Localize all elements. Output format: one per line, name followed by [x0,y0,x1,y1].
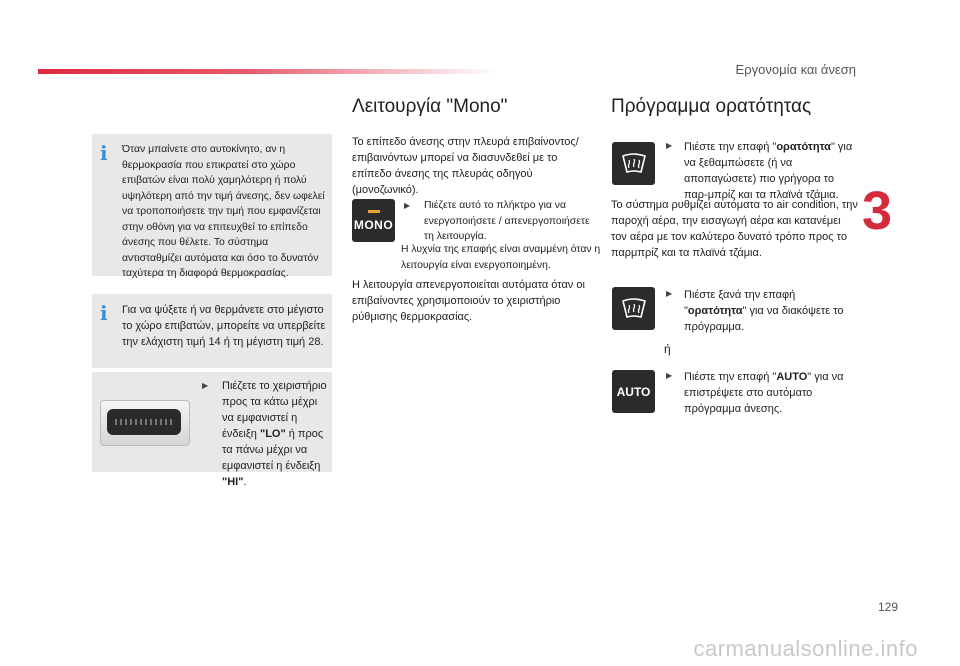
mono-intro: Το επίπεδο άνεσης στην πλευρά επιβαίνοντος/επιβαινόντων μπορεί να διασυνδεθεί με το επίπεδο άνεσης της πλευράς οδηγού (μονοζωνικό). [352,136,579,196]
mono-button [352,199,395,242]
mono-button-label: MONO [353,217,394,232]
section-title: Εργονομία και άνεση [735,62,856,77]
header-accent-bar [38,69,498,74]
auto-press-instruction: Πιέστε την επαφή "AUTO" για να επιστρέψετε στο αυτόματο πρόγραμμα άνεσης. [684,371,844,415]
mono-indicator-lamp [368,210,380,213]
temperature-dial-image [100,400,190,446]
chapter-number: 3 [862,181,893,241]
dial-wheel [107,409,181,435]
info-box-text: Όταν μπαίνετε στο αυτοκίνητο, αν η θερμοκρασία που επικρατεί στο χώρο επιβατών είναι πολύ χαμηλότερη ή πολύ υψηλότερη από την τιμή άνεσης, δεν ωφελεί να τροποποιήσετε την τιμή που εμφανίζεται στην οθόνη για να επιτευχθεί το επίπεδο άνεσης που θέλετε. Το σύστημα αντισταθμίζει αυτόματα και όσο το δυνατόν ταχύτερα τη διαφορά θερμοκρασίας. [122,144,325,279]
mono-press-instruction: Πιέζετε αυτό το πλήκτρο για να ενεργοποιήσετε / απενεργοποιήσετε τη λειτουργία. [424,200,590,242]
visibility-press-instruction: Πιέστε την επαφή "ορατότητα" για να ξεθαμπώσετε (ή να αποπαγώσετε) πιο γρήγορα το παρ-μπρίζ και τα πλαϊνά τζάμια. [684,141,853,201]
bullet-arrow-icon: ▶ [202,381,209,390]
visibility-system-note: Το σύστημα ρυθμίζει αυτόματα το air condition, την παροχή αέρα, την εισαγωγή αέρα και κατανέμει τον αέρα με τον καλύτερο δυνατό τρόπο προς το παρμπρίζ και τα πλαϊνά τζάμια. [611,199,858,259]
windscreen-defrost-icon [621,153,647,175]
or-separator: ή [664,342,671,356]
info-icon: i [100,301,108,325]
info-icon: i [100,141,108,165]
windscreen-defrost-icon [621,298,647,320]
defrost-button [612,142,655,185]
visibility-heading: Πρόγραμμα ορατότητας [611,96,812,117]
mono-heading: Λειτουργία "Mono" [352,96,508,117]
info-box-text: Για να ψύξετε ή να θερμάνετε στο μέγιστο το χώρο επιβατών, μπορείτε να υπερβείτε την ελάχιστη τιμή 14 ή τη μέγιστη τιμή 28. [122,304,326,348]
bullet-arrow-icon: ▶ [666,371,673,380]
auto-button-label: AUTO [616,384,651,399]
info-box-lo-hi [92,372,332,488]
lo-hi-instruction: Πιέζετε το χειριστήριο προς τα κάτω μέχρι να εμφανιστεί η ένδειξη "LO" ή προς τα πάνω μέχρι να εμφανιστεί η ένδειξη "HI". [222,380,327,488]
info-box-max-temp [92,294,332,368]
watermark: carmanualsonline.info [693,636,918,661]
page-number: 129 [877,600,898,614]
bullet-arrow-icon: ▶ [666,141,673,150]
mono-lamp-note: Η λυχνία της επαφής είναι αναμμένη όταν η λειτουργία είναι ενεργοποιημένη. [401,244,601,271]
mono-auto-off-note: Η λειτουργία απενεργοποιείται αυτόματα όταν οι επιβαίνοντες χρησιμοποιούν το χειριστήριο ρύθμισης θερμοκρασίας. [352,279,585,323]
info-box-comfort [92,134,332,279]
defrost-button [612,287,655,330]
visibility-stop-instruction: Πιέστε ξανά την επαφή "ορατότητα" για να διακόψετε το πρόγραμμα. [684,289,844,333]
auto-button [612,370,655,413]
bullet-arrow-icon: ▶ [666,289,673,298]
bullet-arrow-icon: ▶ [404,201,411,210]
